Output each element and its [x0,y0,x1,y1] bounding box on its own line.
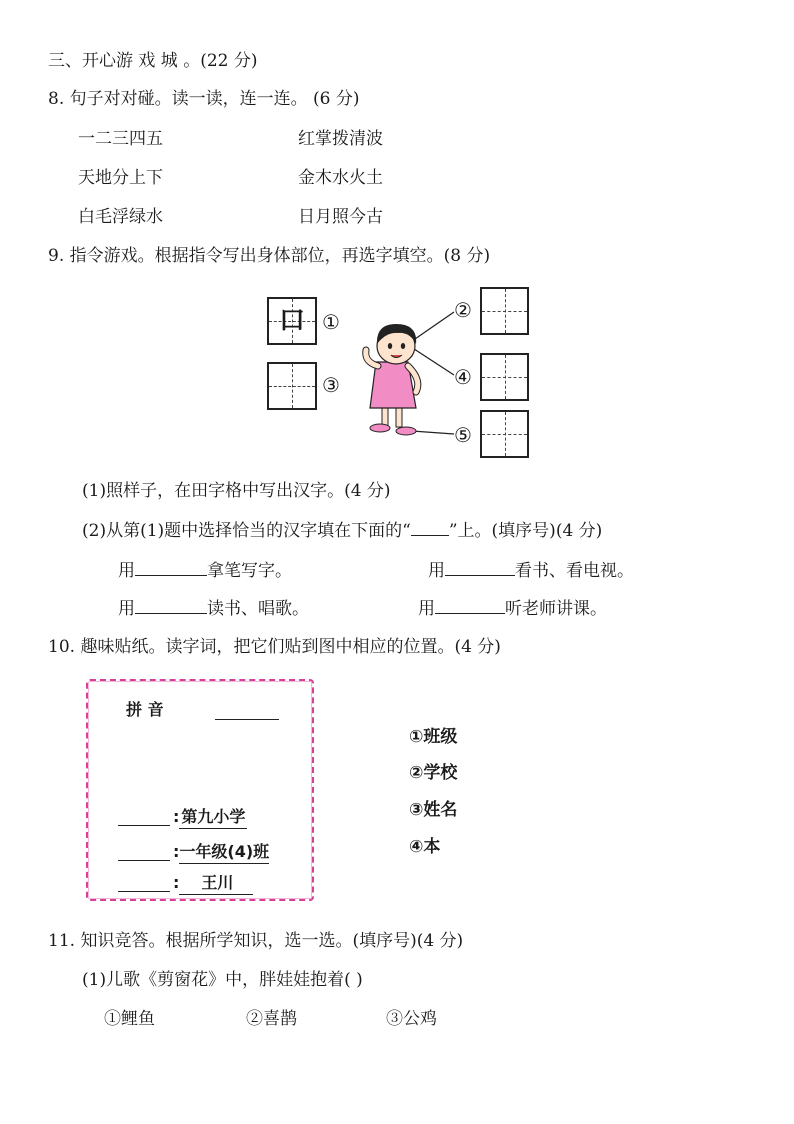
tianzige-box-1[interactable] [267,297,317,345]
label-5: ⑤ [454,423,472,447]
fill-row-1: 用 拿笔写字。 [118,561,292,581]
q9-title: 9. 指令游戏。根据指令写出身体部位，再选字填空。(8 分) [48,246,491,266]
line-to-foot [412,431,454,434]
q8-right-1[interactable]: 红掌拨清波 [298,129,383,149]
tianzige-box-3[interactable] [267,362,317,410]
fill-row-3: 用 读书、唱歌。 [118,599,309,619]
tianzige-box-5[interactable] [480,410,529,458]
fill-blank-2[interactable] [445,559,515,576]
q8-right-2[interactable]: 金木水火土 [298,168,383,188]
fill-row-4: 用 听老师讲课。 [418,599,607,619]
q8-left-3[interactable]: 白毛浮绿水 [78,207,163,227]
sticker-option-1[interactable]: ①班级 [409,727,458,747]
q9-sub2: (2)从第(1)题中选择恰当的汉字填在下面的“ ”上。(填序号)(4 分) [82,521,603,541]
q10-title: 10. 趣味贴纸。读字词，把它们贴到图中相应的位置。(4 分) [48,637,501,657]
q11-sub1: (1)儿歌《剪窗花》中，胖娃娃抱着( ) [82,970,363,990]
label-4: ④ [454,365,472,389]
q8-left-1[interactable]: 一二三四五 [78,129,163,149]
fill-blank-4[interactable] [435,597,505,614]
label-3: ③ [322,373,340,397]
fill-blank-3[interactable] [135,597,207,614]
example-char: 口 [278,306,305,336]
card-name: : 王川 [173,872,253,895]
card-school: : 第九小学 [173,806,247,829]
sticker-option-4[interactable]: ④本 [409,837,441,857]
pinyin-label: 拼 音 [126,700,164,719]
tianzige-box-2[interactable] [480,287,529,335]
card-blank-name[interactable] [118,875,170,892]
fill-row-2: 用 看书、看电视。 [428,561,634,581]
q8-right-3[interactable]: 日月照今古 [298,207,383,227]
sticker-option-3[interactable]: ③姓名 [409,800,458,820]
card-blank-school[interactable] [118,809,170,826]
q11-title: 11. 知识竞答。根据所学知识，选一选。(填序号)(4 分) [48,931,464,951]
q8-title: 8. 句子对对碰。读一读，连一连。 (6 分) [48,89,360,109]
q8-left-2[interactable]: 天地分上下 [78,168,163,188]
q11-choice-3[interactable]: ③公鸡 [386,1009,437,1029]
child-illustration [340,300,460,445]
tianzige-box-4[interactable] [480,353,529,401]
sticker-option-2[interactable]: ②学校 [409,763,458,783]
card-blank-class[interactable] [118,844,170,861]
sticker-card [86,679,314,901]
pinyin-blank[interactable] [215,703,279,720]
label-2: ② [454,298,472,322]
fill-blank-1[interactable] [135,559,207,576]
sample-blank [411,519,449,536]
card-class: :一年级(4)班 [173,841,269,864]
label-1: ① [322,310,340,334]
q11-choice-1[interactable]: ①鲤鱼 [104,1009,155,1029]
q11-choice-2[interactable]: ②喜鹊 [246,1009,297,1029]
q9-sub1: (1)照样子，在田字格中写出汉字。(4 分) [82,481,391,501]
section-title: 三、开心游 戏 城 。(22 分) [48,51,258,71]
